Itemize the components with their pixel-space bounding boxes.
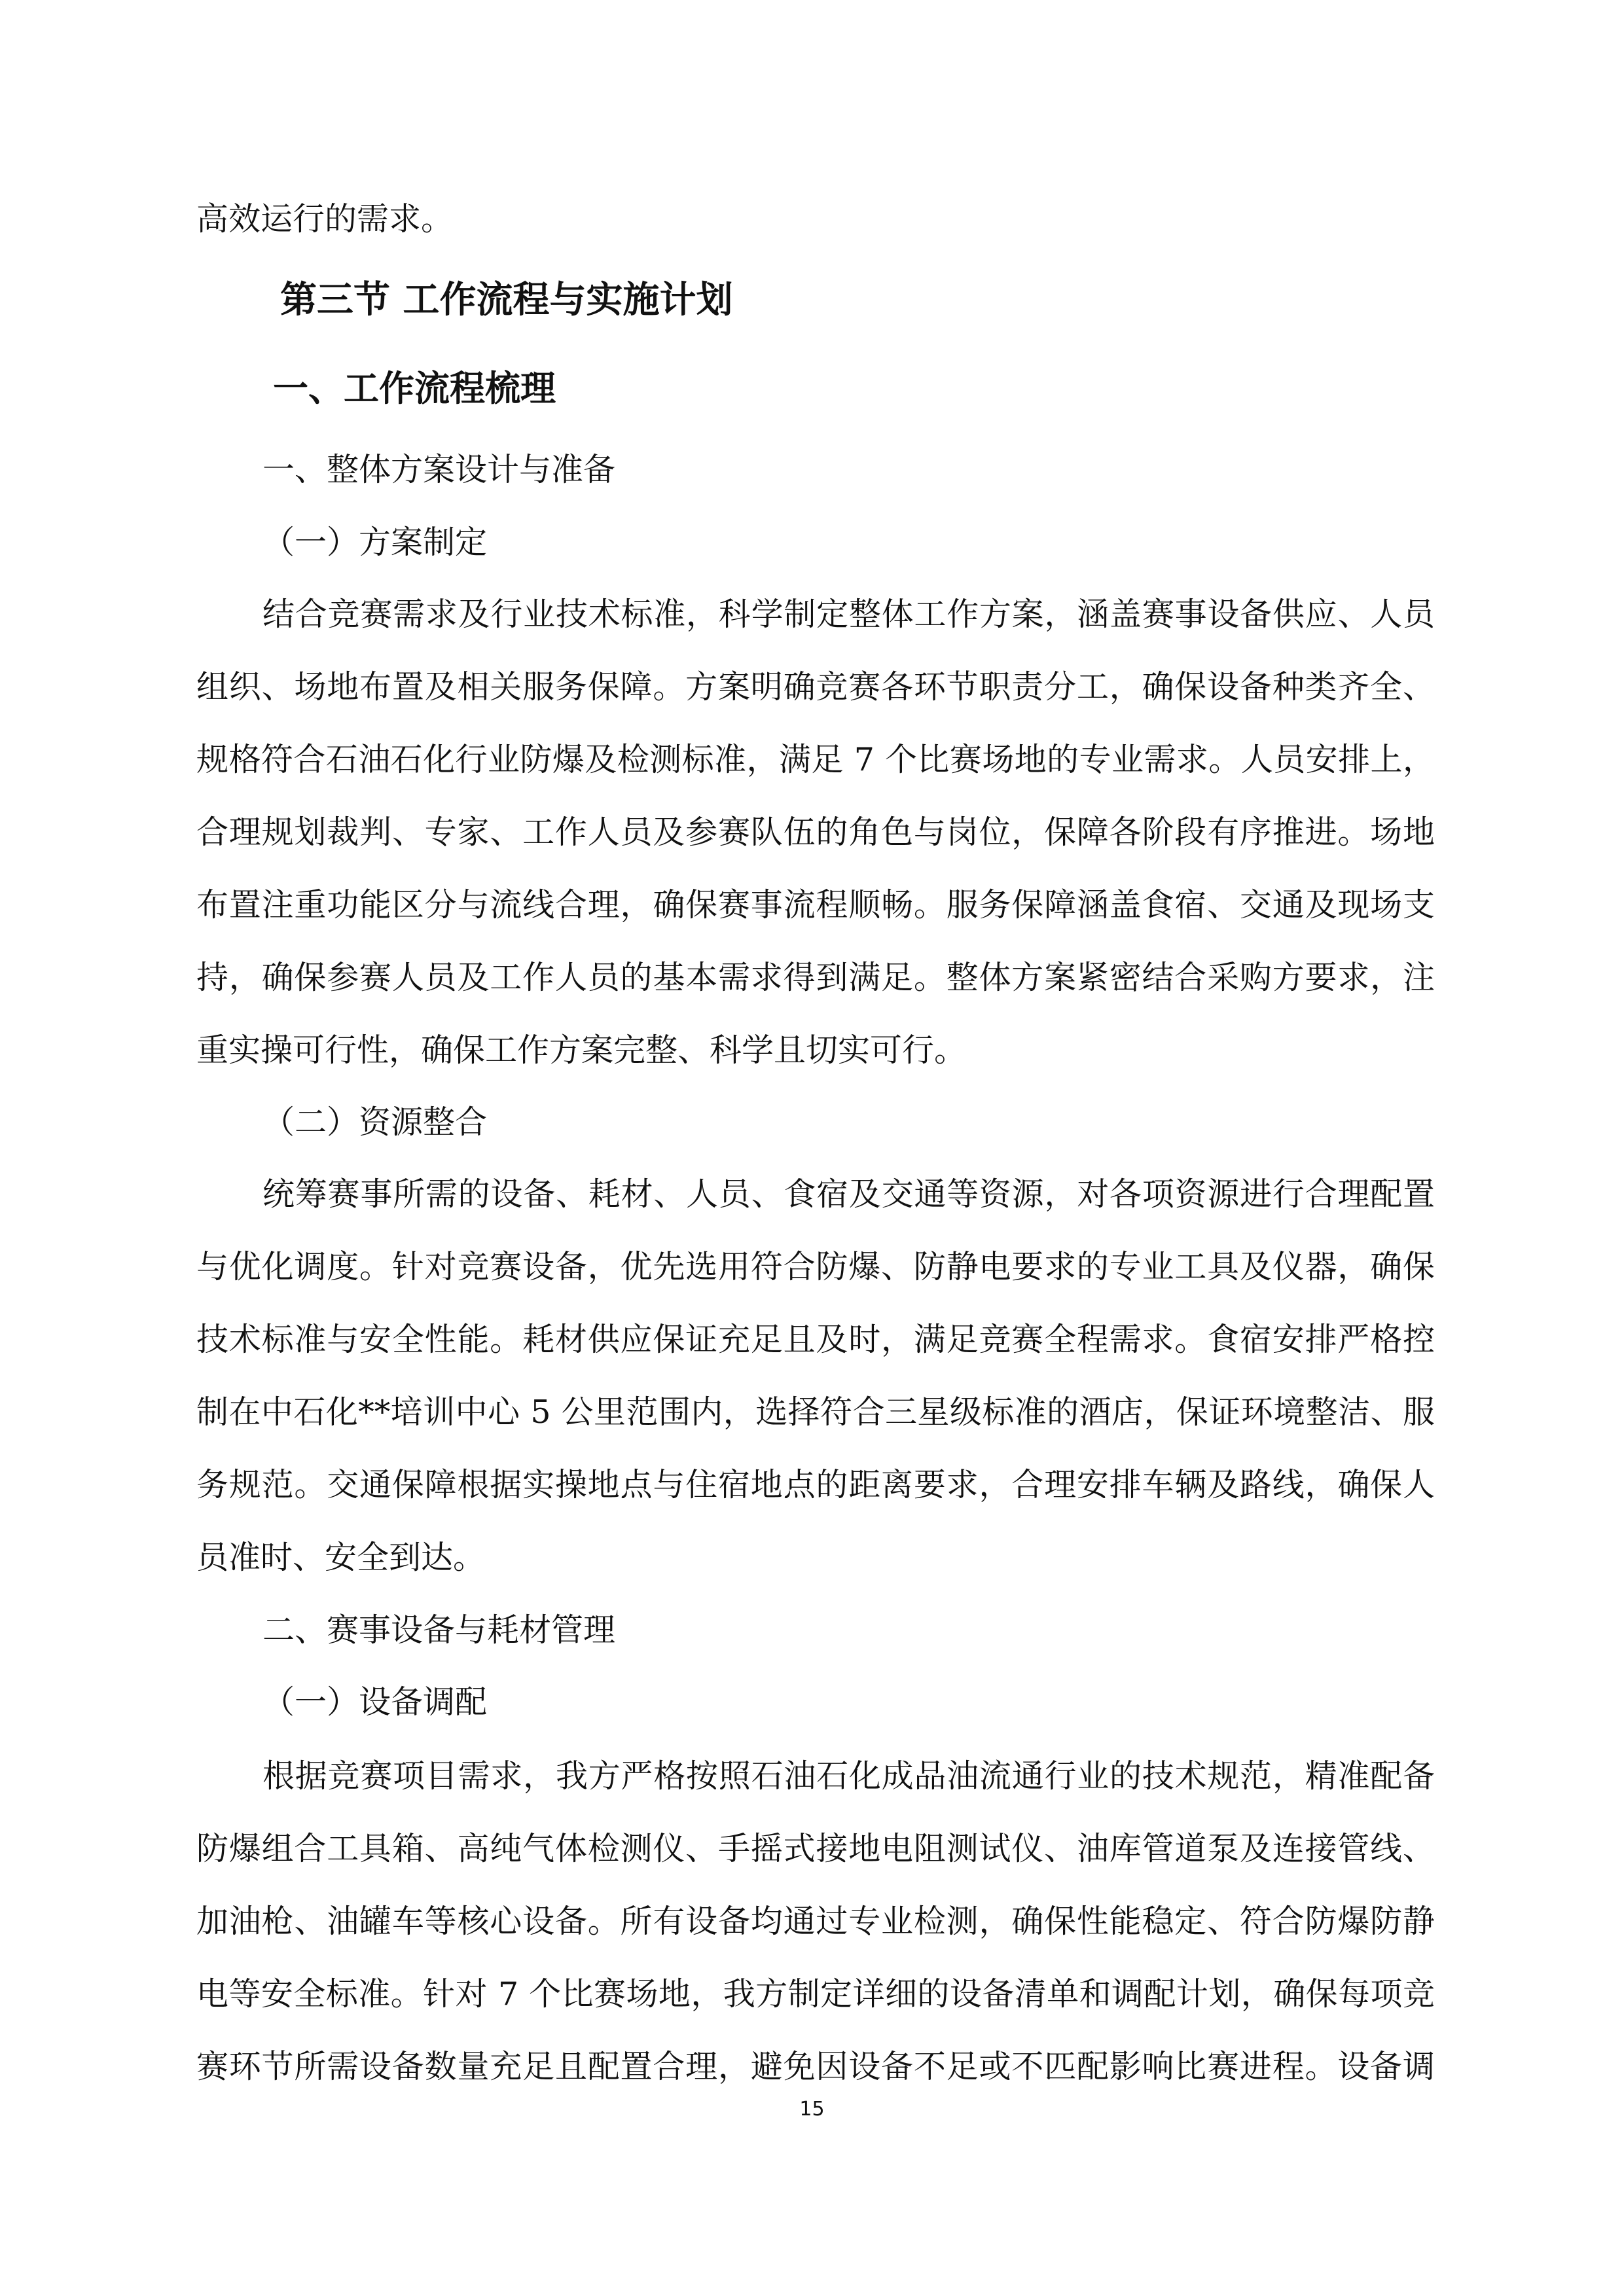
text-line: 制在中石化**培训中心 5 公里范围内，选择符合三星级标准的酒店，保证环境整洁、服 xyxy=(196,1393,1435,1431)
section-title: 第三节 工作流程与实施计划 xyxy=(280,278,733,321)
chapter-title: 一、工作流程梳理 xyxy=(273,367,556,409)
part1-sub2-heading: （二）资源整合 xyxy=(262,1103,488,1141)
text-line: 根据竞赛项目需求，我方严格按照石油石化成品油流通行业的技术规范，精准配备 xyxy=(262,1757,1435,1795)
part1-sub1-heading: （一）方案制定 xyxy=(262,524,488,561)
text-line: 务规范。交通保障根据实操地点与住宿地点的距离要求，合理安排车辆及路线，确保人 xyxy=(196,1466,1435,1503)
text-line: 技术标准与安全性能。耗材供应保证充足且及时，满足竞赛全程需求。食宿安排严格控 xyxy=(196,1321,1435,1358)
text-line: 规格符合石油石化行业防爆及检测标准，满足 7 个比赛场地的专业需求。人员安排上， xyxy=(196,741,1435,778)
text-line: 电等安全标准。针对 7 个比赛场地，我方制定详细的设备清单和调配计划，确保每项竞 xyxy=(196,1975,1435,2013)
part1-heading: 一、整体方案设计与准备 xyxy=(262,451,616,488)
part2-heading: 二、赛事设备与耗材管理 xyxy=(262,1611,616,1649)
text-line: 组织、场地布置及相关服务保障。方案明确竞赛各环节职责分工，确保设备种类齐全、 xyxy=(196,668,1435,706)
part2-sub1-heading: （一）设备调配 xyxy=(262,1683,488,1721)
text-line: 布置注重功能区分与流线合理，确保赛事流程顺畅。服务保障涵盖食宿、交通及现场支 xyxy=(196,886,1435,924)
text-line: 重实操可行性，确保工作方案完整、科学且切实可行。 xyxy=(196,1031,967,1069)
text-line: 统筹赛事所需的设备、耗材、人员、食宿及交通等资源，对各项资源进行合理配置 xyxy=(262,1175,1435,1213)
carryover-text: 高效运行的需求。 xyxy=(196,200,454,238)
text-line: 与优化调度。针对竞赛设备，优先选用符合防爆、防静电要求的专业工具及仪器，确保 xyxy=(196,1248,1435,1285)
text-line: 防爆组合工具箱、高纯气体检测仪、手摇式接地电阻测试仪、油库管道泵及连接管线、 xyxy=(196,1830,1435,1867)
paragraph-resources xyxy=(196,1158,1435,1594)
paragraph-plan xyxy=(196,578,1435,1086)
text-line: 持，确保参赛人员及工作人员的基本需求得到满足。整体方案紧密结合采购方要求，注 xyxy=(196,959,1435,996)
paragraph-equipment xyxy=(196,1740,1435,2103)
text-line: 员准时、安全到达。 xyxy=(196,1539,486,1576)
text-line: 结合竞赛需求及行业技术标准，科学制定整体工作方案，涵盖赛事设备供应、人员 xyxy=(262,596,1435,633)
page-number: 15 xyxy=(799,2098,825,2121)
text-line: 加油枪、油罐车等核心设备。所有设备均通过专业检测，确保性能稳定、符合防爆防静 xyxy=(196,1903,1435,1940)
text-line: 赛环节所需设备数量充足且配置合理，避免因设备不足或不匹配影响比赛进程。设备调 xyxy=(196,2048,1435,2085)
text-line: 合理规划裁判、专家、工作人员及参赛队伍的角色与岗位，保障各阶段有序推进。场地 xyxy=(196,814,1435,851)
